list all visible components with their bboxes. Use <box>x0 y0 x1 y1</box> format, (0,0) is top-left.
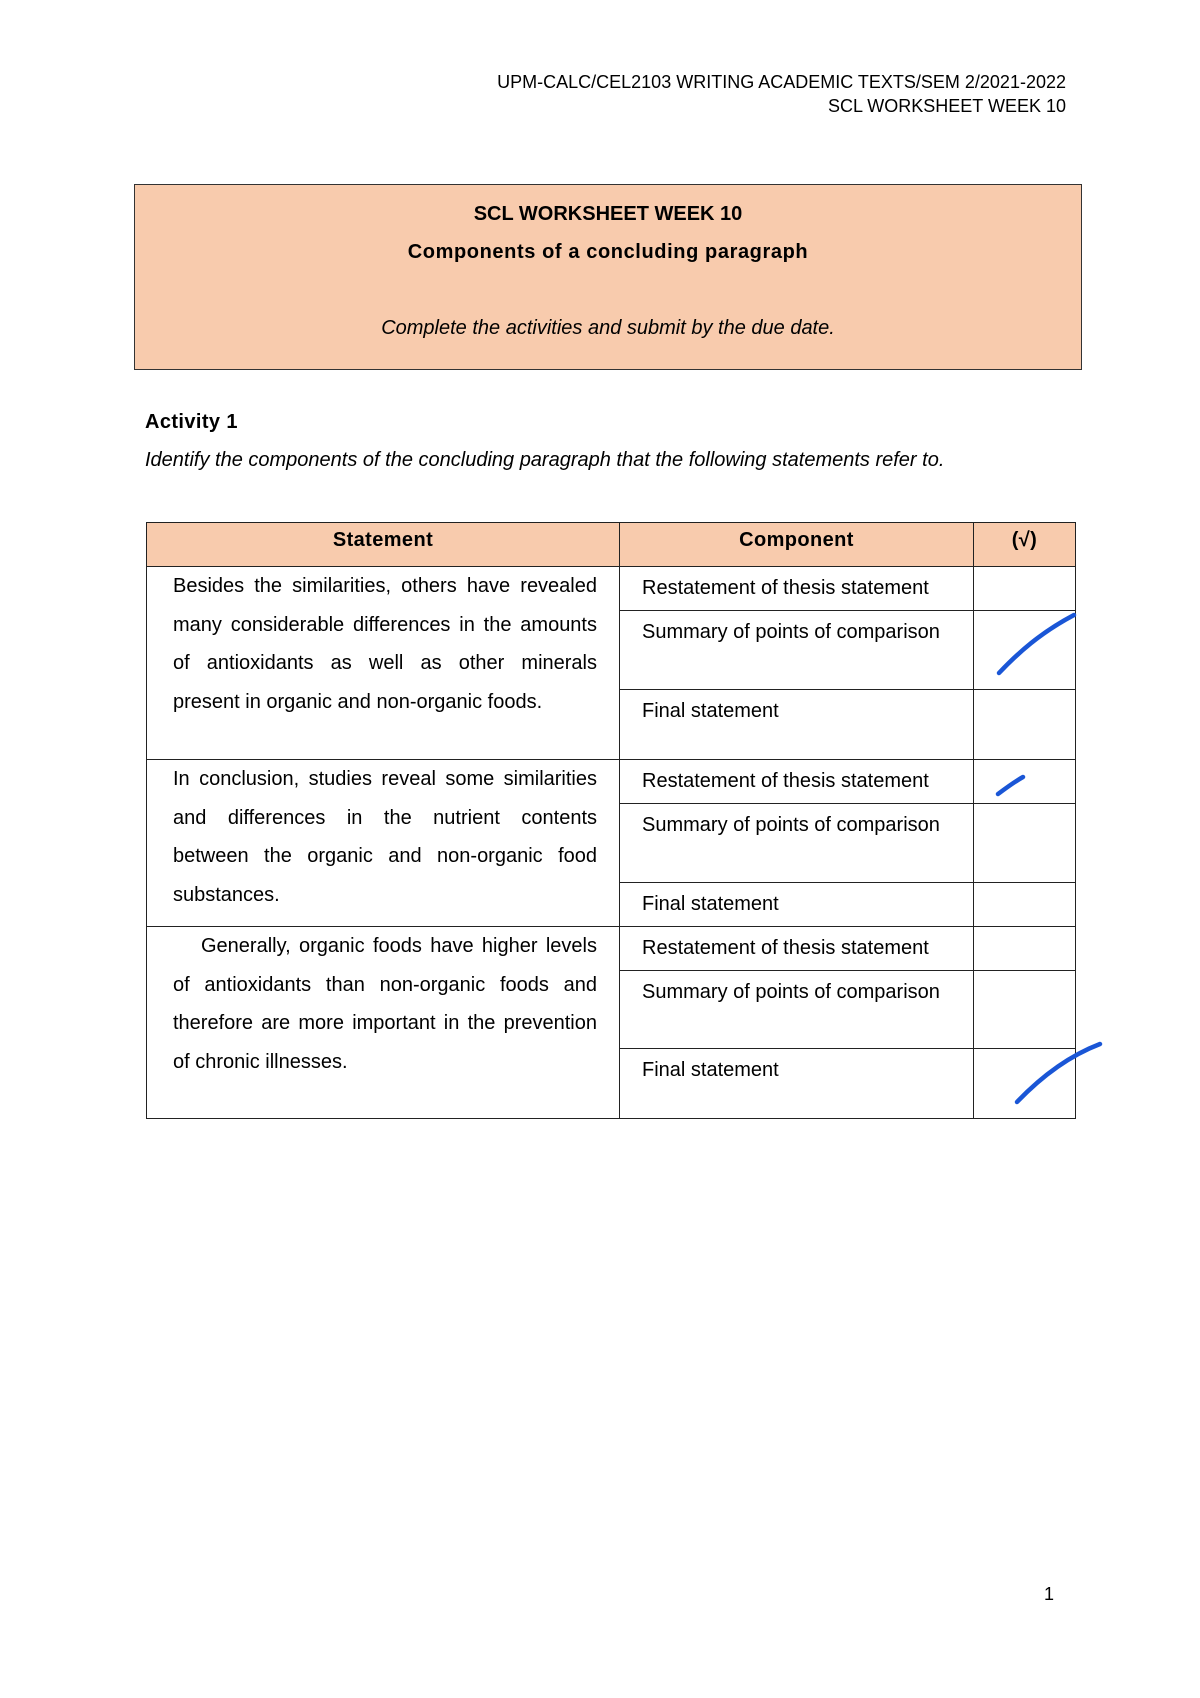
check-cell[interactable] <box>974 927 1076 971</box>
table-row <box>147 760 1076 804</box>
check-cell[interactable] <box>974 760 1076 804</box>
table-header-row <box>147 523 1076 567</box>
check-cell[interactable] <box>974 883 1076 927</box>
header-course-line: UPM-CALC/CEL2103 WRITING ACADEMIC TEXTS/SEM 2/2021-2022 <box>497 72 1066 92</box>
check-cell[interactable] <box>974 804 1076 883</box>
component-restatement: Restatement of thesis statement <box>620 927 974 971</box>
statement-1: Besides the similarities, others have revealed many considerable differences in the amounts of antioxidants as well as other minerals present in organic and non-organic foods. <box>147 567 620 760</box>
check-mark-icon <box>996 613 1076 675</box>
statement-3: Generally, organic foods have higher levels of antioxidants than non-organic foods and therefore are more important in the prevention of chronic illnesses. <box>147 927 620 1119</box>
component-final: Final statement <box>620 690 974 760</box>
activity-heading: Activity 1 <box>145 411 238 433</box>
check-cell[interactable] <box>974 1049 1076 1119</box>
component-restatement: Restatement of thesis statement <box>620 567 974 611</box>
component-summary: Summary of points of comparison <box>620 611 974 690</box>
table-row <box>147 567 1076 611</box>
component-table <box>146 522 1076 1119</box>
activity-instructions: Identify the components of the concluding paragraph that the following statements refer to. <box>145 449 945 471</box>
component-final: Final statement <box>620 1049 974 1119</box>
worksheet-title: SCL WORKSHEET WEEK 10 <box>473 203 743 225</box>
header-component: Component <box>620 523 974 567</box>
table-row <box>147 927 1076 971</box>
check-cell[interactable] <box>974 611 1076 690</box>
check-cell[interactable] <box>974 690 1076 760</box>
check-cell[interactable] <box>974 971 1076 1049</box>
header-statement: Statement <box>147 523 620 567</box>
check-cell[interactable] <box>974 567 1076 611</box>
worksheet-instruction: Complete the activities and submit by the due date. <box>381 317 835 339</box>
component-summary: Summary of points of comparison <box>620 971 974 1049</box>
page-number: 1 <box>1044 1584 1055 1604</box>
header-worksheet-line: SCL WORKSHEET WEEK 10 <box>827 96 1066 116</box>
statement-2: In conclusion, studies reveal some similarities and differences in the nutrient contents between the organic and non-organic food substances. <box>147 760 620 927</box>
component-final: Final statement <box>620 883 974 927</box>
worksheet-title-box <box>134 184 1082 370</box>
check-mark-icon <box>996 774 1026 796</box>
component-summary: Summary of points of comparison <box>620 804 974 883</box>
component-restatement: Restatement of thesis statement <box>620 760 974 804</box>
worksheet-subtitle: Components of a concluding paragraph <box>407 241 809 263</box>
header-check: (√) <box>974 523 1076 567</box>
page-header <box>497 70 1066 118</box>
check-mark-icon <box>1014 1043 1104 1105</box>
